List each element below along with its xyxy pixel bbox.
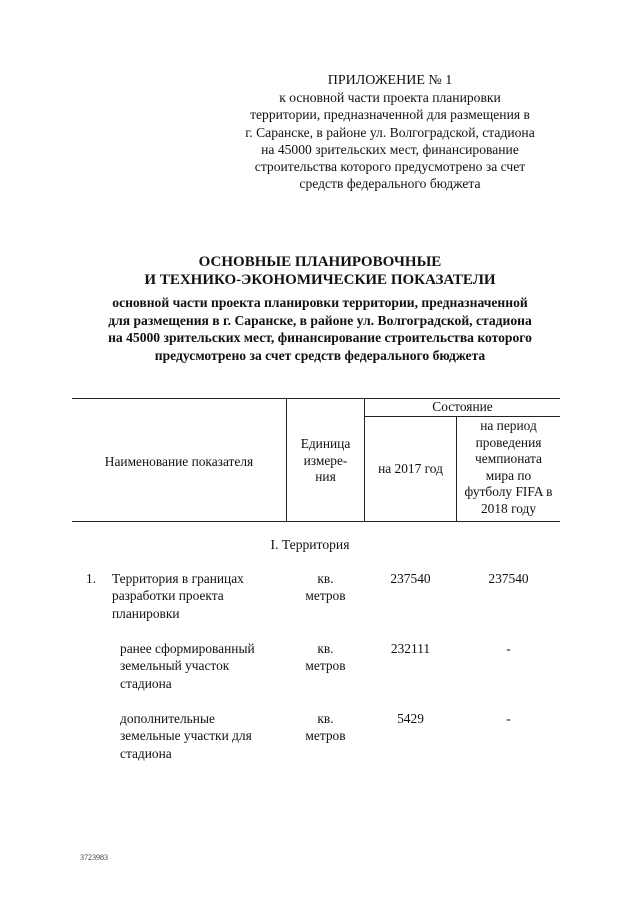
row-value-2017: 5429: [397, 711, 424, 726]
table-rule: [72, 521, 560, 522]
row-unit-line: кв.: [317, 711, 334, 726]
appendix-line: территории, предназначенной для размещения в: [250, 107, 530, 123]
header-unit-line: измере-: [303, 452, 348, 468]
row-name-line: стадиона: [120, 745, 172, 761]
heading-line: И ТЕХНИКО-ЭКОНОМИЧЕСКИЕ ПОКАЗАТЕЛИ: [144, 272, 496, 288]
subheading-line: основной части проекта планировки территории, предназначенной: [112, 295, 528, 310]
row-name-line: разработки проекта: [112, 588, 224, 604]
appendix-title: ПРИЛОЖЕНИЕ № 1: [327, 73, 453, 88]
row-name-line: планировки: [112, 605, 180, 621]
appendix-line: строительства которого предусмотрено за счет: [254, 159, 526, 175]
row-name-line: земельный участок: [120, 658, 230, 674]
row-name-line: Территория в границах: [112, 571, 244, 586]
header-unit-line: ния: [315, 469, 336, 485]
row-value-2017: 237540: [390, 571, 431, 586]
row-unit-line: метров: [305, 658, 346, 674]
row-name-line: стадиона: [120, 675, 172, 691]
row-unit: [287, 640, 364, 675]
row-name: [112, 570, 282, 622]
subheading-line: на 45000 зрительских мест, финансирование строительства которого: [108, 330, 532, 346]
subheading-line: предусмотрено за счет средств федерального бюджета: [154, 347, 486, 363]
section-title: I. Территория: [270, 537, 350, 552]
row-name-line: земельные участки для: [120, 728, 252, 744]
row-name: [120, 710, 290, 762]
row-unit-line: кв.: [317, 641, 334, 656]
row-unit-line: кв.: [317, 571, 334, 586]
appendix-block: [226, 72, 554, 192]
appendix-line: к основной части проекта планировки: [279, 90, 501, 106]
row-value-fifa: -: [506, 641, 511, 656]
header-2017: на 2017 год: [378, 461, 443, 476]
header-fifa-line: проведения: [475, 434, 542, 450]
header-unit: [287, 436, 364, 486]
header-fifa: [457, 418, 560, 518]
appendix-line: на 45000 зрительских мест, финансирование: [261, 141, 519, 157]
document-id: 3723983: [80, 853, 108, 862]
header-fifa-line: футболу FIFA в: [464, 484, 553, 500]
table-rule: [364, 416, 560, 417]
document-heading: [40, 253, 600, 289]
document-subheading: [40, 294, 600, 364]
row-value-2017: 232111: [390, 641, 431, 656]
header-fifa-line: на период: [480, 418, 537, 433]
heading-line: ОСНОВНЫЕ ПЛАНИРОВОЧНЫЕ: [198, 254, 442, 270]
row-unit-line: метров: [305, 728, 346, 744]
row-unit: [287, 570, 364, 605]
header-fifa-line: чемпионата: [475, 451, 542, 467]
row-number: 1.: [86, 571, 97, 586]
subheading-line: для размещения в г. Саранске, в районе ул. Волгоградской, стадиона: [108, 312, 532, 328]
appendix-line: средств федерального бюджета: [299, 176, 481, 192]
table-header: [72, 398, 560, 522]
header-fifa-line: мира по: [485, 467, 532, 483]
table-divider: [364, 398, 365, 522]
row-name: [120, 640, 290, 692]
row-unit-line: метров: [305, 588, 346, 604]
row-name-line: ранее сформированный: [120, 641, 255, 656]
header-fifa-line: 2018 году: [480, 500, 537, 516]
appendix-line: г. Саранске, в районе ул. Волгоградской, стадиона: [245, 124, 535, 140]
header-unit-line: Единица: [300, 436, 351, 451]
row-value-fifa: -: [506, 711, 511, 726]
header-name: Наименование показателя: [104, 454, 254, 469]
header-state: Состояние: [432, 399, 493, 414]
row-unit: [287, 710, 364, 745]
row-name-line: дополнительные: [120, 711, 215, 726]
row-value-fifa: 237540: [488, 571, 529, 586]
